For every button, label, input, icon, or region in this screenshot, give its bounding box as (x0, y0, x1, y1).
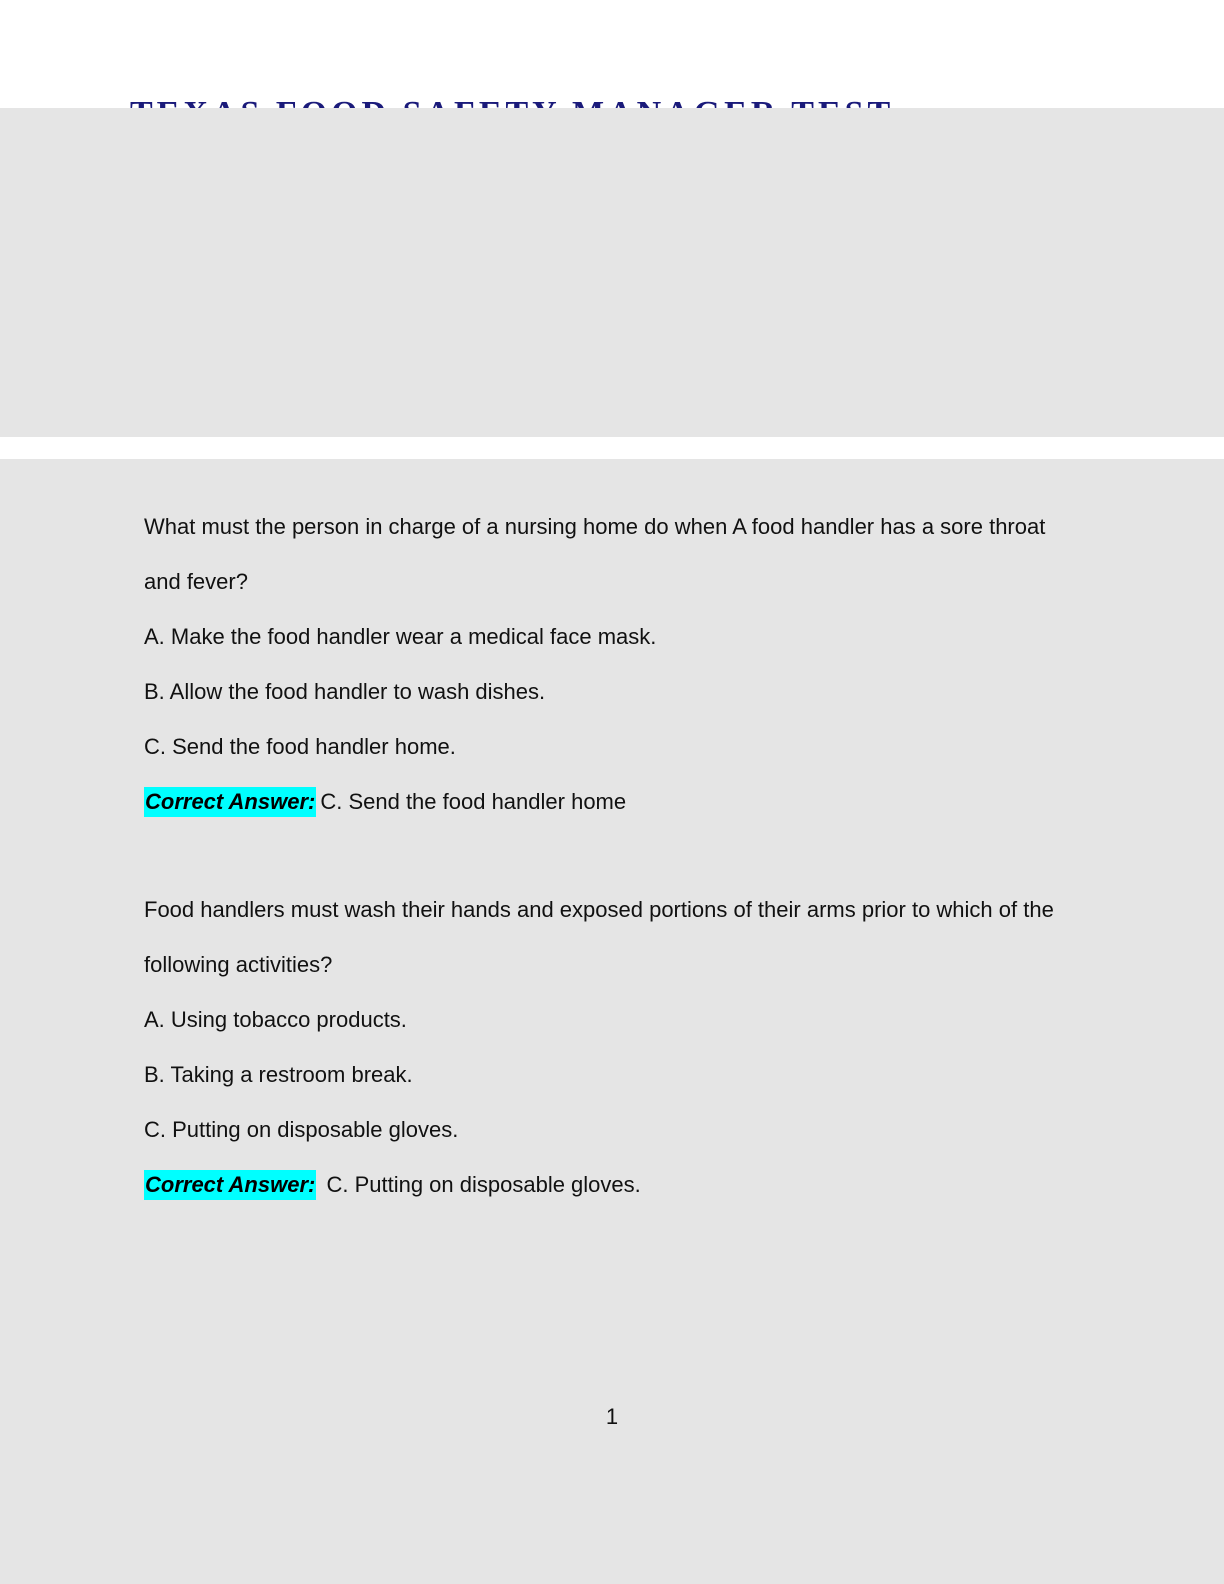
answer-line (144, 774, 1084, 829)
document-title (130, 94, 894, 108)
option-c: C. Send the food handler home. (144, 734, 456, 759)
option-c: C. Putting on disposable gloves. (144, 1117, 459, 1142)
question-text: Food handlers must wash their hands and exposed portions of their arms prior to which of the following activities? (144, 897, 1054, 977)
answer-label: Correct Answer: (144, 1170, 316, 1200)
question-block-2 (144, 882, 1084, 1212)
answer-text: C. Putting on disposable gloves. (320, 1172, 641, 1197)
header-shaded-band (0, 108, 1224, 437)
option-b: B. Taking a restroom break. (144, 1062, 413, 1087)
option-a: A. Make the food handler wear a medical face mask. (144, 624, 657, 649)
question-text: What must the person in charge of a nursing home do when A food handler has a sore throat and fever? (144, 514, 1046, 594)
answer-text: C. Send the food handler home (320, 789, 627, 814)
option-b: B. Allow the food handler to wash dishes. (144, 679, 546, 704)
answer-label: Correct Answer: (144, 787, 316, 817)
option-a: A. Using tobacco products. (144, 1007, 407, 1032)
answer-line (144, 1157, 1084, 1212)
question-block-1 (144, 499, 1084, 829)
page-number: 1 (605, 1404, 619, 1429)
